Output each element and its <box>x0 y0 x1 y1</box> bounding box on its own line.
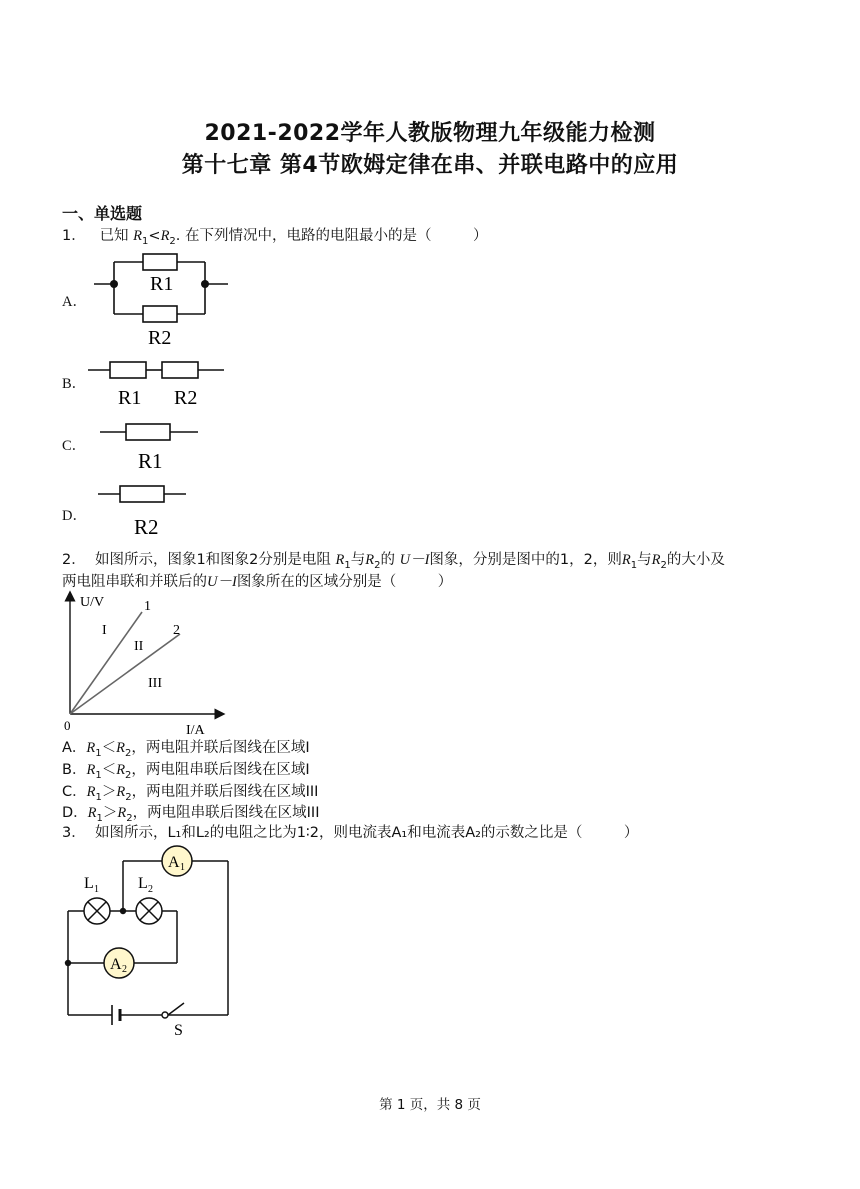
q1-option-c-label: C． <box>62 438 87 454</box>
l2-label: L <box>138 875 148 892</box>
q1-option-b-label: B． <box>62 376 87 392</box>
question-2-line-1: 2． 如图所示，图象1和图象2分别是电阻 $R_1$与$R_2$的 U－I图象，分别是图中的1，2，则$R_1$与$R_2$的大小及 <box>62 552 725 571</box>
q2-ui-graph <box>60 590 230 738</box>
question-2-line-2: 两电阻串联和并联后的U－I图象所在的区域分别是（ ） <box>62 574 453 590</box>
region-1-label: I <box>102 623 107 638</box>
l2-subscript: 2 <box>148 884 153 895</box>
l1-label: L <box>84 875 94 892</box>
q1b-r1-label: R1 <box>118 387 142 409</box>
ammeter-a2-icon <box>104 948 134 978</box>
l1-subscript: 1 <box>94 884 99 895</box>
q2-option-c: C．$R_1>R_2$，两电阻并联后图线在区域III <box>62 784 319 803</box>
svg-text:A: A <box>110 956 122 973</box>
region-2-label: II <box>134 639 144 654</box>
question-3-text: 3． 如图所示，L₁和L₂的电阻之比为1∶2，则电流表A₁和电流表A₂的示数之比是（ ） <box>62 825 639 841</box>
section-heading: 一、单选题 <box>62 204 143 223</box>
x-axis-label: I/A <box>186 723 205 738</box>
switch-pivot <box>162 1012 168 1018</box>
line-2-label: 2 <box>173 623 180 638</box>
q2-option-d: D．$R_1>R_2$，两电阻串联后图线在区域III <box>62 805 320 824</box>
q1a-r2-label: R2 <box>148 327 172 349</box>
question-1-text: 1． 已知 $R_1<R_2$. 在下列情况中，电路的电阻最小的是（ ） <box>62 228 488 247</box>
ammeter-a1-icon <box>162 846 192 876</box>
svg-text:A: A <box>168 854 180 871</box>
doc-subtitle: 第十七章 第4节欧姆定律在串、并联电路中的应用 <box>181 153 679 178</box>
y-axis-label: U/V <box>80 595 105 610</box>
q1-r1-only-diagram <box>98 418 203 474</box>
lamp-l2-icon <box>136 898 162 924</box>
q1-option-d-label: D． <box>62 508 87 524</box>
svg-text:1: 1 <box>180 862 185 873</box>
svg-text:2: 2 <box>122 964 127 975</box>
lamp-l1-icon <box>84 898 110 924</box>
q2-option-a: A．$R_1<R_2$，两电阻并联后图线在区域I <box>62 740 310 759</box>
switch-label: S <box>174 1022 183 1039</box>
q1c-r1-label: R1 <box>138 449 163 473</box>
q1-r2-only-diagram <box>96 480 191 540</box>
q1b-r2-label: R2 <box>174 387 198 409</box>
q2-option-b: B．$R_1<R_2$，两电阻串联后图线在区域I <box>62 762 310 781</box>
region-3-label: III <box>148 676 162 691</box>
q1-option-a-label: A． <box>62 294 87 310</box>
graph-line-2 <box>70 634 180 714</box>
line-1-label: 1 <box>144 599 151 614</box>
q1-series-circuit-diagram <box>86 354 231 410</box>
q1a-r1-label: R1 <box>150 273 174 295</box>
page-footer: 第 1 页，共 8 页 <box>379 1097 481 1113</box>
origin-label: 0 <box>64 718 71 733</box>
q1-parallel-circuit-diagram <box>88 244 238 354</box>
doc-title: 2021-2022学年人教版物理九年级能力检测 <box>204 121 656 146</box>
q3-circuit-diagram <box>62 845 237 1040</box>
q1d-r2-label: R2 <box>134 515 159 539</box>
